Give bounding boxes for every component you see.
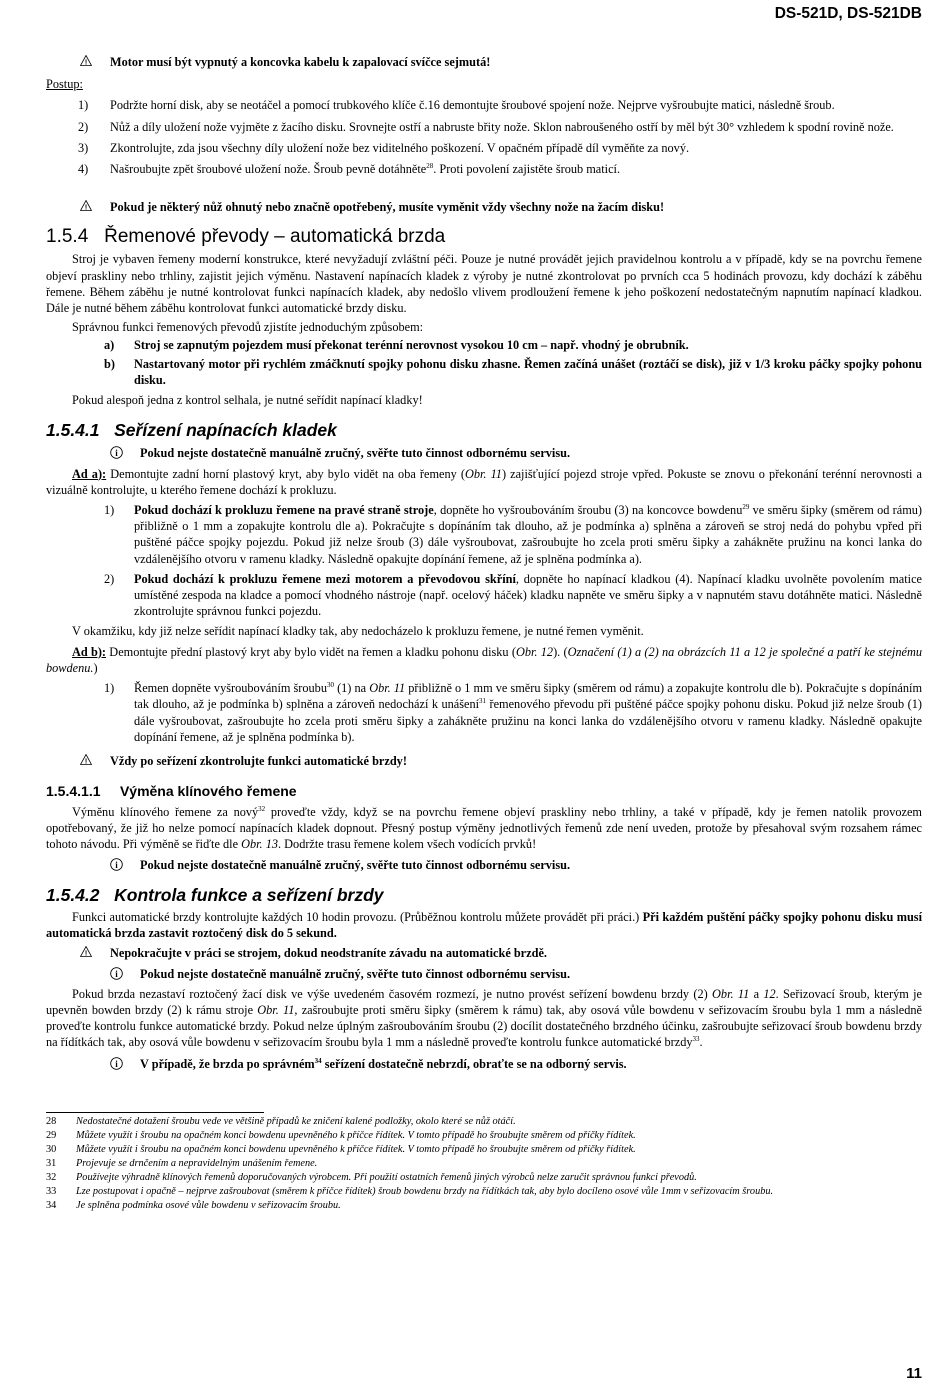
- list-item: 1) Pokud dochází k prokluzu řemene na pravé straně stroje, dopněte ho vyšroubováním šroubu (3) na koncovce bowdenu$^{29}$ ve směru šipky (směrem od rámu) přibližně o 1 mm a zopakujte kontrolu dle a). Pokračujte s dopínáním tak dlouho, až je podmínka a) splněna a zároveň se stroj nedá do pohybu vpřed při puštěné páčce spojky pojezdu. Pokud již nelze šroub (3) dále vyšroubovat, zašroubujte ho zcela proti směru šipky a zahákněte pružinu na konci lanka do vzdálenějšího otvoru v ramenu kladky. Následně opakujte dopínání řemene, až je splněna podmínka a).: [104, 502, 923, 566]
- warning-check-brake: ! Vždy po seřízení zkontrolujte funkci automatické brzdy!: [80, 753, 922, 769]
- info-icon: [110, 445, 140, 459]
- footnote: 30 Můžete využít i šroubu na opačném konci bowdenu upevněného k příčce řídítek. V tomto případě ho šroubujte směrem od příčky řídítek.: [46, 1143, 636, 1155]
- info-note: i Pokud nejste dostatečně manuálně zručný, svěřte tuto činnost odbornému servisu.: [110, 857, 922, 873]
- footnote-ref: 32: [258, 804, 266, 813]
- footnotes: [46, 1115, 922, 1213]
- info-icon: [110, 966, 140, 980]
- svg-text:i: i: [115, 968, 118, 979]
- footnote-ref: 31: [479, 697, 487, 706]
- paragraph: V okamžiku, kdy již nelze seřídit napínací kladky tak, aby nedocházelo k prokluzu řemene, je nutné řemen vyměnit.: [72, 624, 644, 639]
- list-item: 1) Podržte horní disk, aby se neotáčel a pomocí trubkového klíče č.16 demontujte šroubové spojení nože. Nejprve vyšroubujte matici, následně šroub.: [78, 98, 835, 113]
- list-item: 3) Zkontrolujte, zda jsou všechny díly uložení nože bez viditelného poškození. V opačném případě díl vyměňte za nový.: [78, 140, 690, 155]
- footnote: 32 Používejte výhradně klínových řemenů doporučovaných výrobcem. Při použití ostatních řemenů jiných výrobců nelze zaručit správnou funkci převodů.: [46, 1171, 697, 1183]
- info-note: i Pokud nejste dostatečně manuálně zručný, svěřte tuto činnost odbornému servisu.: [110, 445, 922, 461]
- warning-icon: [80, 54, 110, 66]
- paragraph: Funkci automatické brzdy kontrolujte každých 10 hodin provozu. (Průběžnou kontrolu můžete provádět při práci.) Při každém puštění páčky spojky pohonu disku musí automatická brzda zastavit roztočený disk do 5 sekund.: [46, 909, 922, 941]
- paragraph: Pokud alespoň jedna z kontrol selhala, je nutné seřídit napínací kladky!: [72, 393, 423, 408]
- footnote: 31 Projevuje se drnčením a nepravidelným unášením řemene.: [46, 1157, 318, 1169]
- footnote: 33 Lze postupovat i opačně – nejprve zašroubovat (směrem k příčce řídítek) šroub bowdenu brzdy na řídítkách tak, aby bylo docíleno osové vůle 1mm v seřizovacím šroubu.: [46, 1185, 774, 1197]
- paragraph: Správnou funkci řemenových převodů zjistíte jednoduchým způsobem:: [72, 320, 424, 335]
- list-item: 2) Pokud dochází k prokluzu řemene mezi motorem a převodovou skříní, dopněte ho napínací kladkou (4). Napínací kladku uvolněte povolením matice umístěné zespoda na kladce a pomocí vhodného nástroje (např. ocelový háček) kladku napněte ve směru šipky a v napnutém stavu dotáhněte matici. Následně zkontrolujte správnou funkci pojezdu.: [104, 571, 922, 619]
- section-heading-1-5-4: 1.5.4 Řemenové převody – automatická brzda: [46, 225, 446, 247]
- section-heading-1-5-4-1: 1.5.4.1 Seřízení napínacích kladek: [46, 420, 337, 441]
- info-note: i Pokud nejste dostatečně manuálně zručný, svěřte tuto činnost odbornému servisu.: [110, 966, 922, 982]
- svg-text:i: i: [115, 1058, 118, 1069]
- warning-icon: [80, 199, 110, 211]
- list-item: b) Nastartovaný motor při rychlém zmáčknutí spojky pohonu disku zhasne. Řemen začíná unášet (roztáčí se disk), již v 1/3 kroku páčky spojky pohonu disku.: [104, 356, 922, 387]
- svg-text:i: i: [115, 448, 118, 459]
- list-item: 2) Nůž a díly uložení nože vyjměte z žacího disku. Srovnejte ostří a nabruste břity nože. Sklon nabroušeného ostří by měl být 30° vzhledem k spodní rovině nože.: [78, 119, 894, 134]
- info-icon: [110, 1056, 140, 1070]
- warning-icon: [80, 945, 110, 957]
- page-content: [46, 54, 922, 1213]
- footnote: 34 Je splněna podmínka osové vůle bowdenu v seřizovacím šroubu.: [46, 1199, 341, 1211]
- page-number: 11: [906, 1365, 922, 1383]
- footnote-ref: 28: [426, 162, 434, 170]
- footnote: 29 Můžete využít i šroubu na opačném konci bowdenu upevněného k příčce řídítek. V tomto případě ho šroubujte směrem od příčky řídítek.: [46, 1129, 636, 1141]
- paragraph-ad-b: Ad b): Demontujte přední plastový kryt aby bylo vidět na řemen a kladku pohonu disku (Obr. 12). (Označení (1) a (2) na obrázcích 11 a 12 je společné a patří ke stejnému bowdenu.): [46, 644, 922, 675]
- info-icon: [110, 857, 140, 871]
- footnote-ref: 29: [742, 502, 750, 511]
- paragraph: Výměnu klínového řemene za nový$^{32}$ proveďte vždy, když se na povrchu řemene objeví praskliny nebo trhliny, a také v případě, kdy je řemen natolik provozem opotřebovaný, že již ho nelze pomocí napínacích kladek dopnout. Přesný postup výměny jednotlivých řemenů zde není uveden, protože by přesahoval svým rozsahem rámec tohoto návodu. Při výměně se řiďte dle Obr. 13. Dodržte trasu řemene kolem všech vodících prvků!: [46, 804, 922, 852]
- footnote-ref: 30: [326, 681, 334, 690]
- section-heading-1-5-4-1-1: 1.5.4.1.1 Výměna klínového řemene: [46, 783, 297, 800]
- list-item: a) Stroj se zapnutým pojezdem musí překonat terénní nerovnost vysokou 10 cm – např. vhodný je obrubník.: [104, 338, 689, 353]
- svg-text:!: !: [84, 950, 88, 958]
- list-item: 4) Našroubujte zpět šroubové uložení nože. Šroub pevně dotáhněte$^{28}$. Proti povolení zajistěte šroub maticí.: [78, 162, 621, 177]
- footnote: 28 Nedostatečné dotažení šroubu vede ve většině případů ke zničení kalené podložky, okolo které se nůž otáčí.: [46, 1115, 516, 1127]
- paragraph: Pokud brzda nezastaví roztočený žací disk ve výše uvedeném časovém rozmezí, je nutno provést seřízení bowdenu brzdy (2) Obr. 11 a 12. Seřizovací šroub, kterým je upevněn bowden brzdy (2) k rámu stroje Obr. 11, zašroubujte proti směru šipky (směrem k rámu) tak, aby osová vůle bowdenu v seřizovacím šroubu byla 1 mm a následně proveďte kontrolu funkce automatické brzdy. Pokud nelze úplným zašroubováním šroubu (2) docílit dostatečného brzdného účinku, zašroubujte seřizovací šroub bowdenu brzdy na řídítkách tak, aby osová vůle bowdenu v seřizovacím šroubu byla 1 mm a následně proveďte kontrolu funkce automatické brzdy$^{33}$.: [46, 986, 923, 1050]
- warning-motor-off: ! Motor musí být vypnutý a koncovka kabelu k zapalovací svíčce sejmutá!: [80, 54, 922, 70]
- footnote-ref: 34: [314, 1056, 322, 1065]
- warning-blades: ! Pokud je některý nůž ohnutý nebo značně opotřebený, musíte vyměnit vždy všechny nože na žacím disku!: [80, 199, 922, 215]
- warning-brake-fault: ! Nepokračujte v práci se strojem, dokud neodstraníte závadu na automatické brzdě.: [80, 945, 922, 961]
- paragraph: Stroj je vybaven řemeny moderní konstrukce, které nevyžadují zvláštní péči. Pouze je nutné provádět jejich pravidelnou kontrolu a v případě, kdy se na povrchu řemene objeví praskliny nebo trhliny, zajistit jejich výměnu. Nastavení napínacích kladek z výroby je nutné zkontrolovat po prvních cca 5 hodinách provozu, kdy dochází k záběhu řemene. Během záběhu je nutné kontrolovat funkci napínacích kladek, aby nedošlo vlivem prodloužení řemene k jeho poškození nedostatečným napnutím napínací kladkou. Dále je nutné během záběhu kontrolovat funkci automatické brzdy disku.: [46, 252, 922, 315]
- footnote-divider: [46, 1112, 264, 1113]
- list-item: 1) Řemen dopněte vyšroubováním šroubu$^{30}$ (1) na Obr. 11 přibližně o 1 mm ve směru šipky (směrem od rámu) a zopakujte kontrolu dle b). Pokračujte s dopínáním tak dlouho, až je podmínka b) splněna a zároveň nedochází k unášení$^{31}$ řemenového převodu při puštěné páčce spojky pohonu disku. Pokud již nelze šroub (1) dále vyšroubovat, zašroubujte ho zcela proti směru šipky a zahákněte pružinu na konci lanka do vzdálenějšího otvoru v ramenu kladky. Následně opakujte dopínání řemene, až je splněna podmínka b).: [104, 681, 923, 744]
- paragraph-ad-a: Ad a): Demontujte zadní horní plastový kryt, aby bylo vidět na oba řemeny (Obr. 11) zajišťující pojezd stroje vpřed. Pokuste se znovu o překonání terénní nerovnosti a vizuálně kontrolujte, u kterého řemene dochází k prokluzu.: [46, 466, 922, 497]
- page-header: DS-521D, DS-521DB: [774, 5, 922, 22]
- footnote-ref: 33: [692, 1035, 700, 1044]
- svg-text:i: i: [115, 859, 118, 870]
- section-heading-1-5-4-2: 1.5.4.2 Kontrola funkce a seřízení brzdy: [46, 884, 384, 905]
- svg-text:!: !: [84, 758, 88, 766]
- warning-icon: [80, 753, 110, 765]
- procedure-label: Postup:: [46, 77, 83, 92]
- svg-text:!: !: [84, 59, 88, 66]
- info-note: i V případě, že brzda po správném$^{34}$ seřízení dostatečně nebrzdí, obraťte se na odborný servis.: [110, 1056, 922, 1072]
- svg-text:!: !: [84, 204, 88, 212]
